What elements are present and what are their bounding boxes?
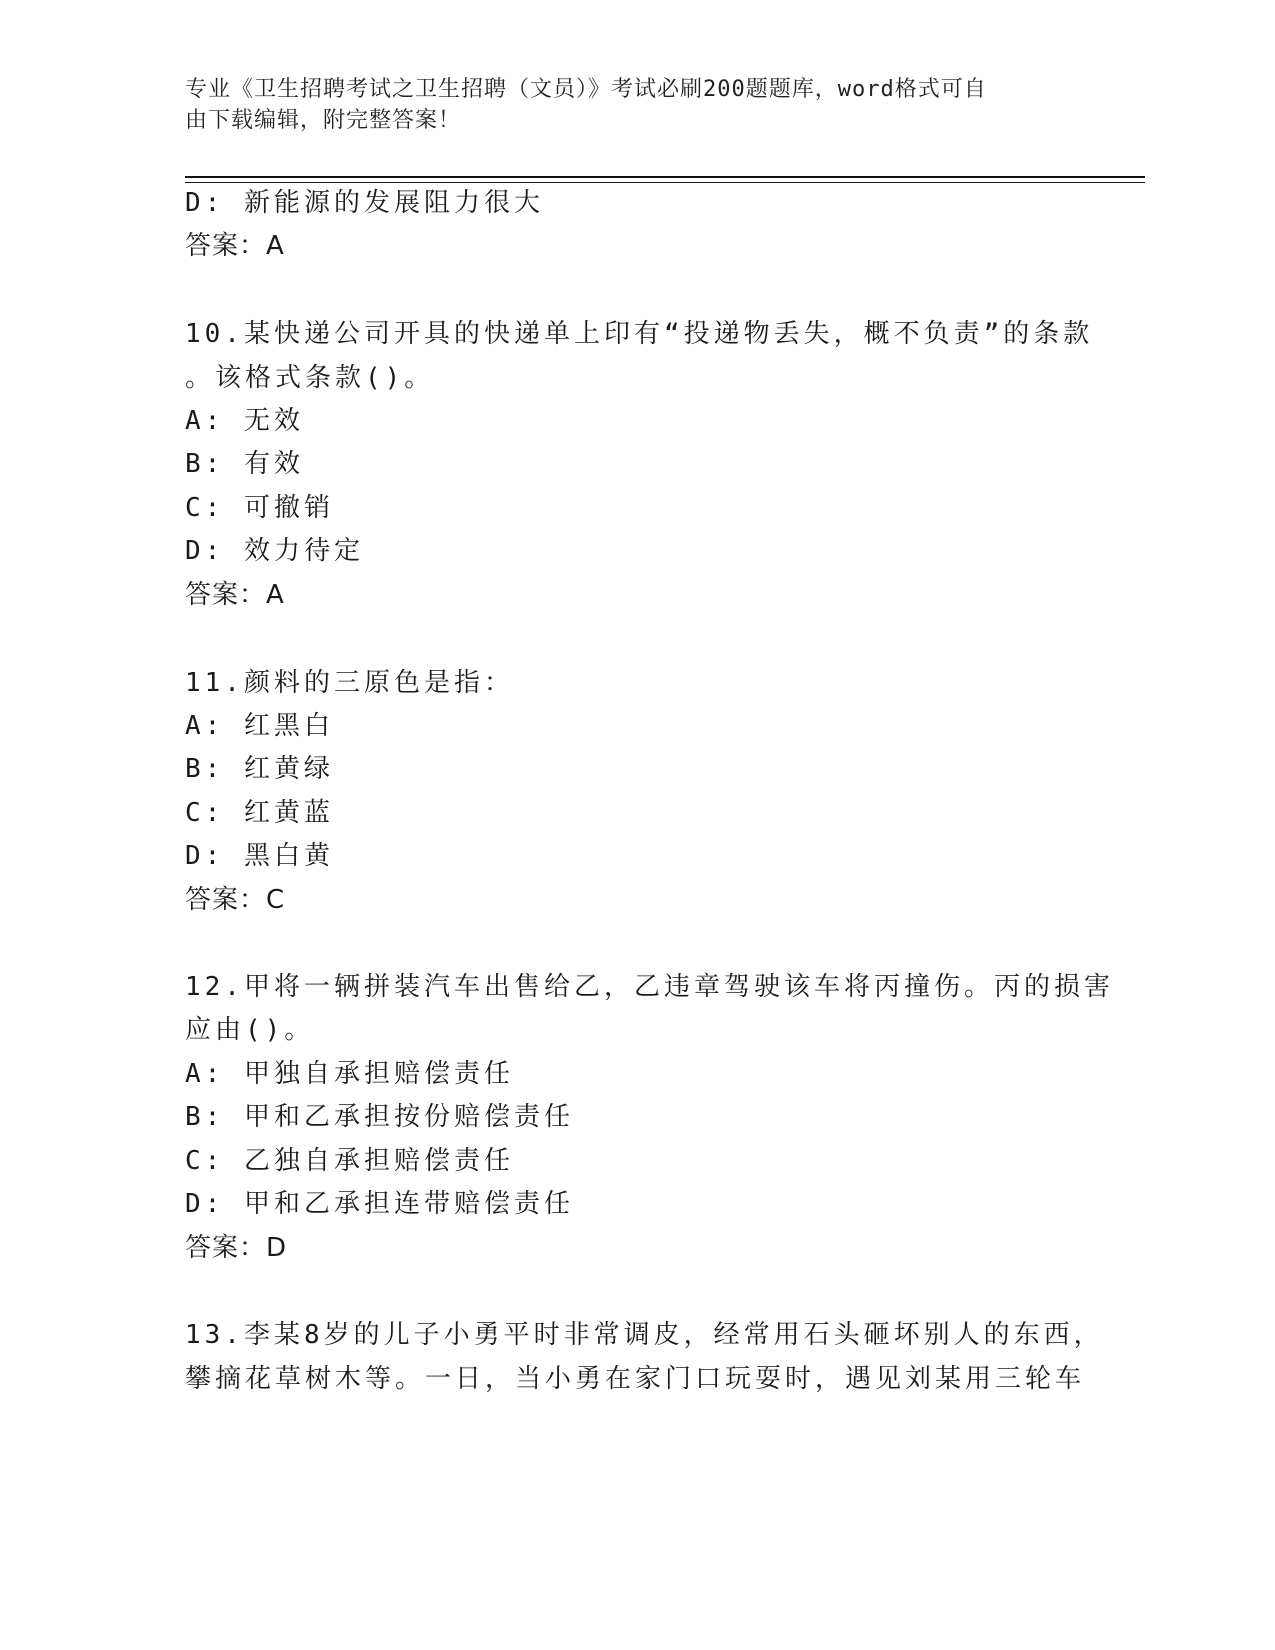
header-divider-thick <box>185 176 1145 178</box>
q10-option-a: A: 无效 <box>185 406 304 436</box>
q13-stem-line-1: 13.李某8岁的儿子小勇平时非常调皮，经常用石头砸坏别人的东西， <box>185 1320 1104 1350</box>
q10-stem-line-2: 。该格式条款()。 <box>185 363 435 393</box>
prev-option-d: D: 新能源的发展阻力很大 <box>185 188 544 218</box>
q11-option-c: C: 红黄蓝 <box>185 798 334 828</box>
prev-answer: 答案：A <box>185 231 285 261</box>
q13-stem-line-2: 攀摘花草树木等。一日，当小勇在家门口玩耍时，遇见刘某用三轮车 <box>185 1364 1086 1394</box>
q11-option-b: B: 红黄绿 <box>185 754 334 784</box>
q12-stem-line-2: 应由()。 <box>185 1015 315 1045</box>
q12-option-b: B: 甲和乙承担按份赔偿责任 <box>185 1102 574 1132</box>
q12-option-a: A: 甲独自承担赔偿责任 <box>185 1059 514 1089</box>
q10-option-b: B: 有效 <box>185 449 304 479</box>
q10-option-c: C: 可撤销 <box>185 493 334 523</box>
q12-answer: 答案：D <box>185 1233 288 1263</box>
header-divider-thin <box>185 182 1145 183</box>
q11-option-d: D: 黑白黄 <box>185 841 334 871</box>
q12-option-c: C: 乙独自承担赔偿责任 <box>185 1146 514 1176</box>
q12-option-d: D: 甲和乙承担连带赔偿责任 <box>185 1189 574 1219</box>
header-line-1: 专业《卫生招聘考试之卫生招聘（文员）》考试必刷200题题库，word格式可自 <box>185 77 987 102</box>
document-header <box>185 74 1065 136</box>
header-line-2: 由下载编辑，附完整答案！ <box>185 108 462 133</box>
q10-option-d: D: 效力待定 <box>185 536 364 566</box>
q10-stem-line-1: 10.某快递公司开具的快递单上印有“投递物丢失，概不负责”的条款 <box>185 319 1094 349</box>
q11-answer: 答案：C <box>185 885 286 915</box>
q12-stem-line-1: 12.甲将一辆拼装汽车出售给乙，乙违章驾驶该车将丙撞伤。丙的损害 <box>185 972 1114 1002</box>
q11-stem-line-1: 11.颜料的三原色是指： <box>185 668 514 698</box>
q11-option-a: A: 红黑白 <box>185 711 334 741</box>
q10-answer: 答案：A <box>185 580 285 610</box>
